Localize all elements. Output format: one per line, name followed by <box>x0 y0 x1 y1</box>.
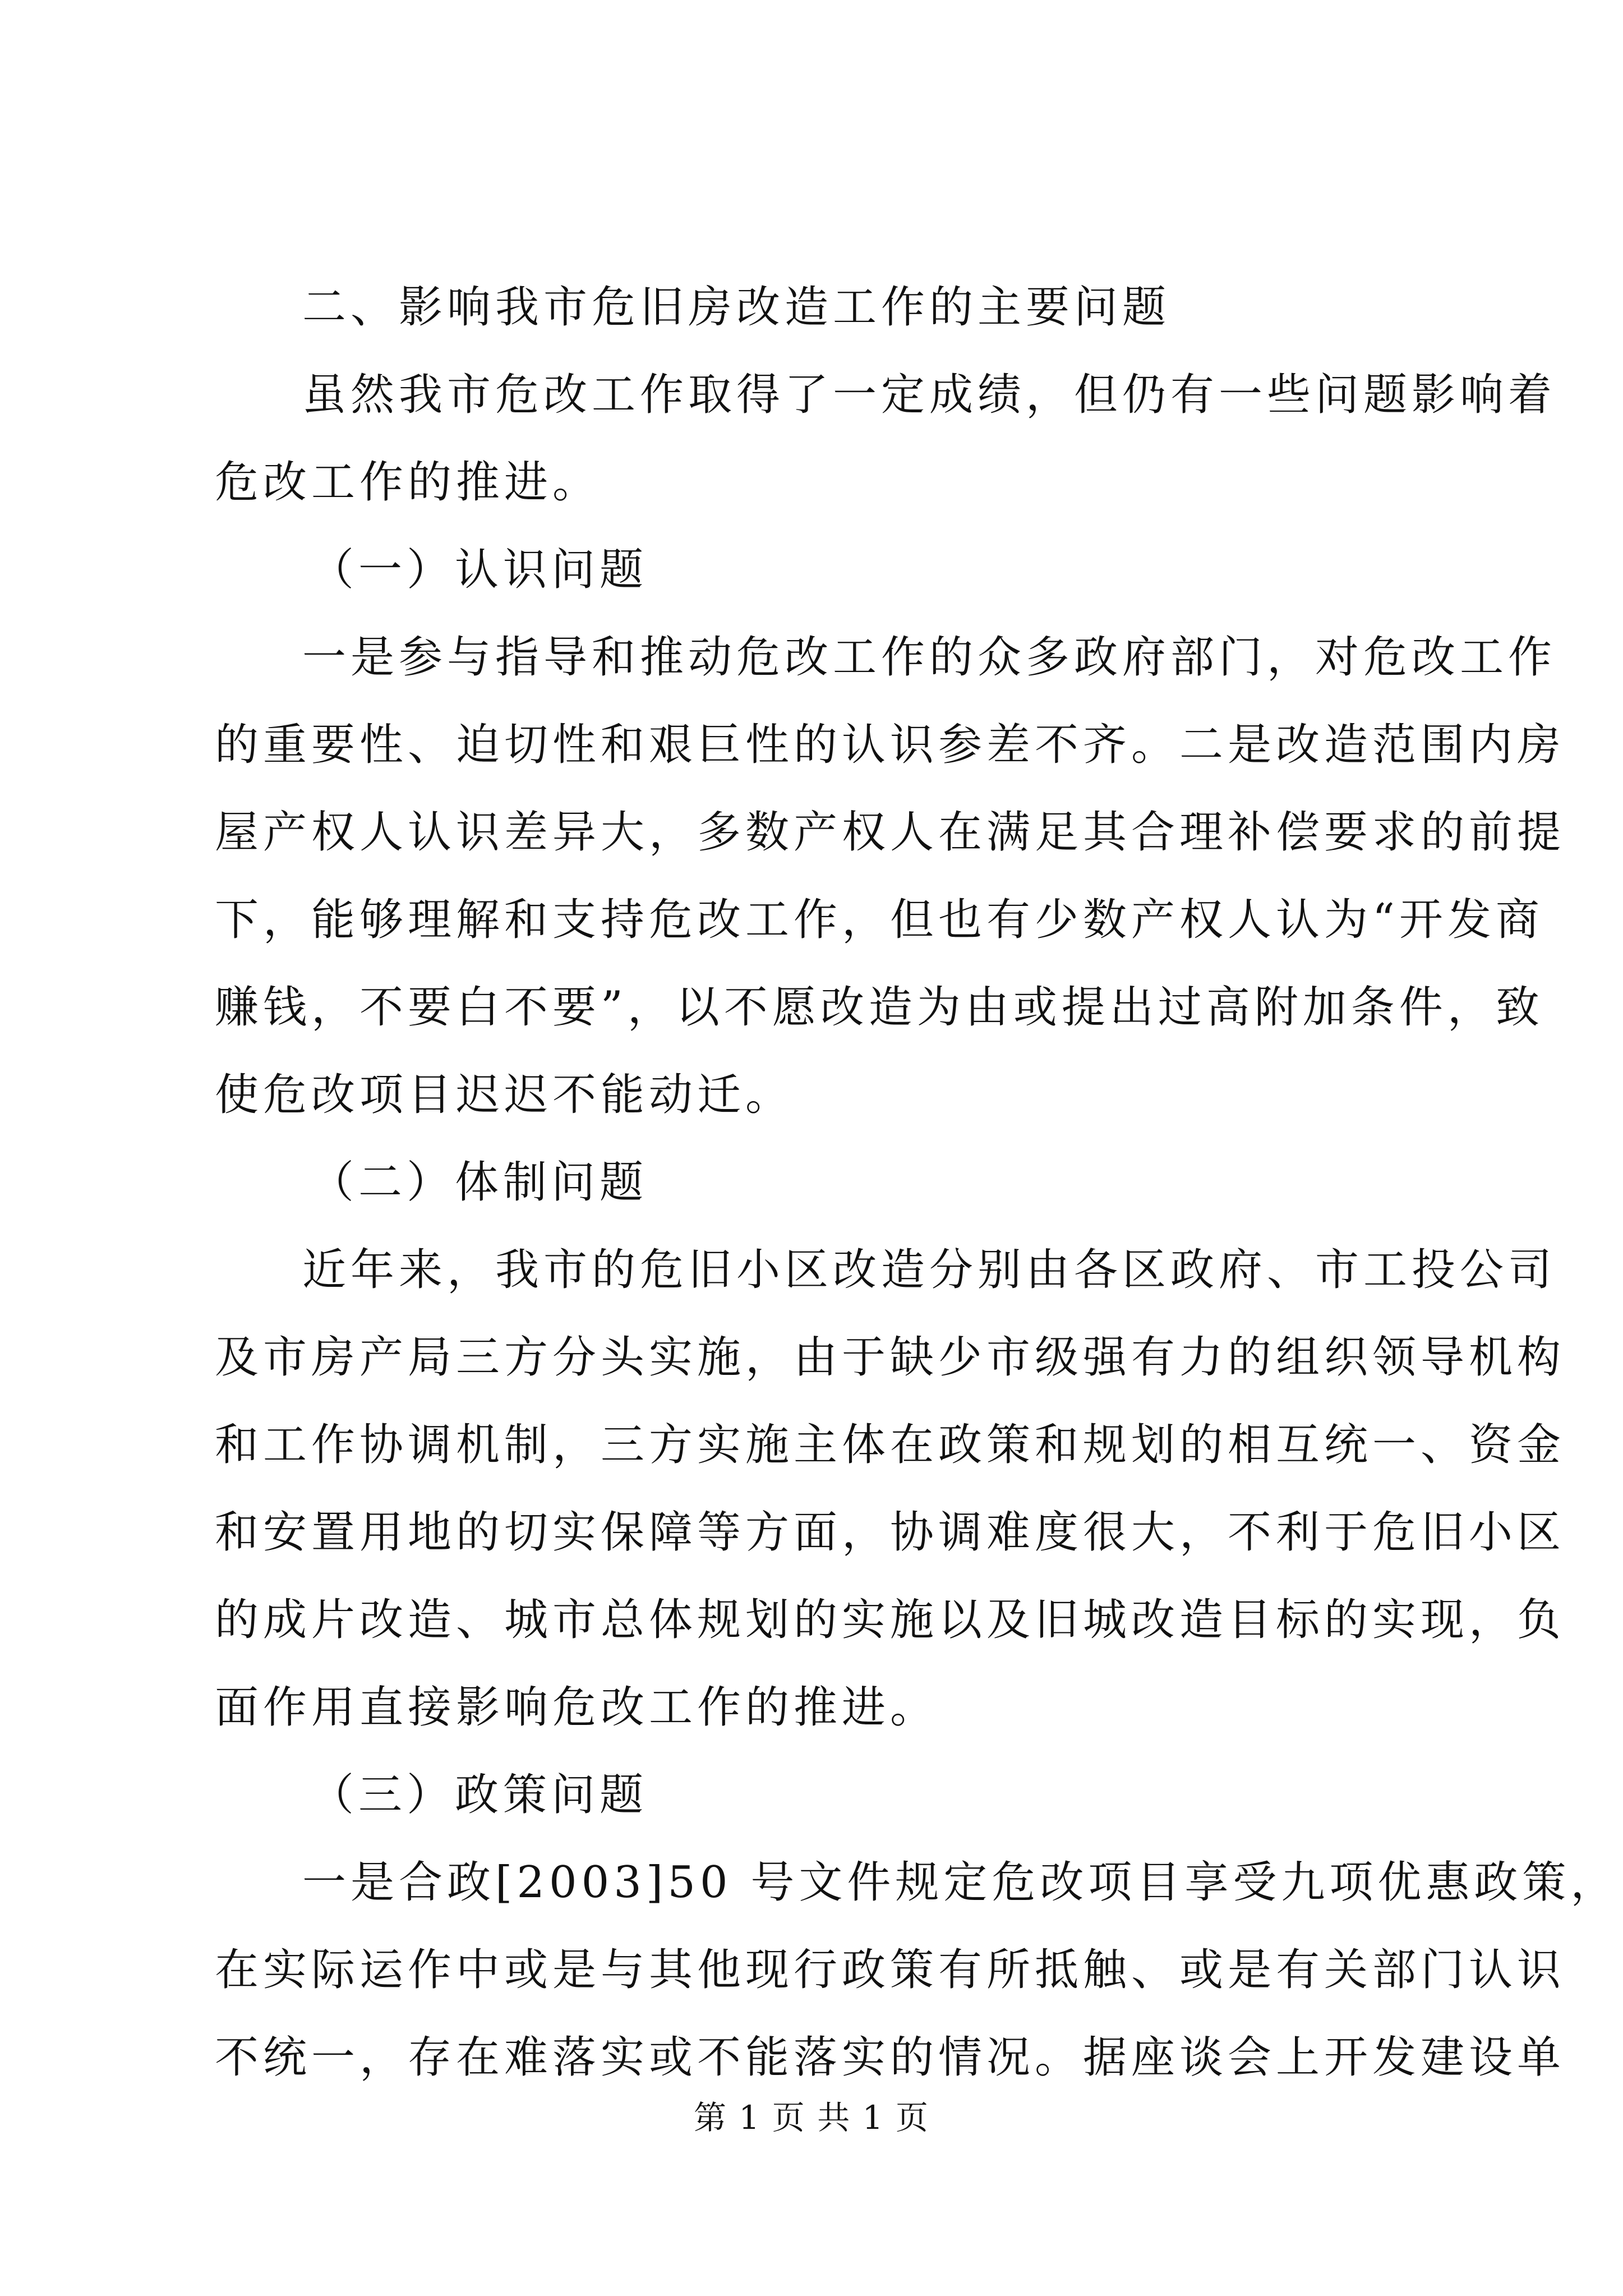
paragraph-line: 一是参与指导和推动危改工作的众多政府部门，对危改工作 <box>302 632 1557 683</box>
paragraph-line: 赚钱，不要白不要”，以不愿改造为由或提出过高附加条件，致 <box>215 982 1544 1033</box>
paragraph-line: 屋产权人认识差异大，多数产权人在满足其合理补偿要求的前提 <box>215 807 1566 858</box>
paragraph-line: 的重要性、迫切性和艰巨性的认识参差不齐。二是改造范围内房 <box>215 720 1566 770</box>
paragraph-line: 不统一，存在难落实或不能落实的情况。据座谈会上开发建设单 <box>215 2032 1566 2083</box>
paragraph-line: 的成片改造、城市总体规划的实施以及旧城改造目标的实现，负 <box>215 1595 1566 1645</box>
paragraph-line: 危改工作的推进。 <box>215 457 601 508</box>
paragraph-line: 使危改项目迟迟不能动迁。 <box>215 1070 794 1120</box>
paragraph-line: 和工作协调机制，三方实施主体在政策和规划的相互统一、资金 <box>215 1420 1566 1470</box>
paragraph-line: 虽然我市危改工作取得了一定成绩，但仍有一些问题影响着 <box>302 370 1557 420</box>
document-body <box>215 264 1619 2101</box>
paragraph-line: 和安置用地的切实保障等方面，协调难度很大，不利于危旧小区 <box>215 1507 1566 1558</box>
section-heading: 二、影响我市危旧房改造工作的主要问题 <box>302 282 1171 333</box>
subsection-heading: （一）认识问题 <box>310 545 648 595</box>
paragraph-line: 及市房产局三方分头实施，由于缺少市级强有力的组织领导机构 <box>215 1332 1566 1383</box>
paragraph-line: 一是合政[2003]50 号文件规定危改项目享受九项优惠政策， <box>302 1857 1619 1908</box>
page-number-footer: 第 1 页 共 1 页 <box>694 2099 929 2137</box>
subsection-heading: （二）体制问题 <box>310 1157 648 1208</box>
paragraph-line: 面作用直接影响危改工作的推进。 <box>215 1682 939 1733</box>
paragraph-line: 在实际运作中或是与其他现行政策有所抵触、或是有关部门认识 <box>215 1945 1566 1995</box>
subsection-heading: （三）政策问题 <box>310 1770 648 1820</box>
paragraph-line: 下，能够理解和支持危改工作，但也有少数产权人认为“开发商 <box>215 895 1544 945</box>
paragraph-line: 近年来，我市的危旧小区改造分别由各区政府、市工投公司 <box>302 1245 1557 1295</box>
